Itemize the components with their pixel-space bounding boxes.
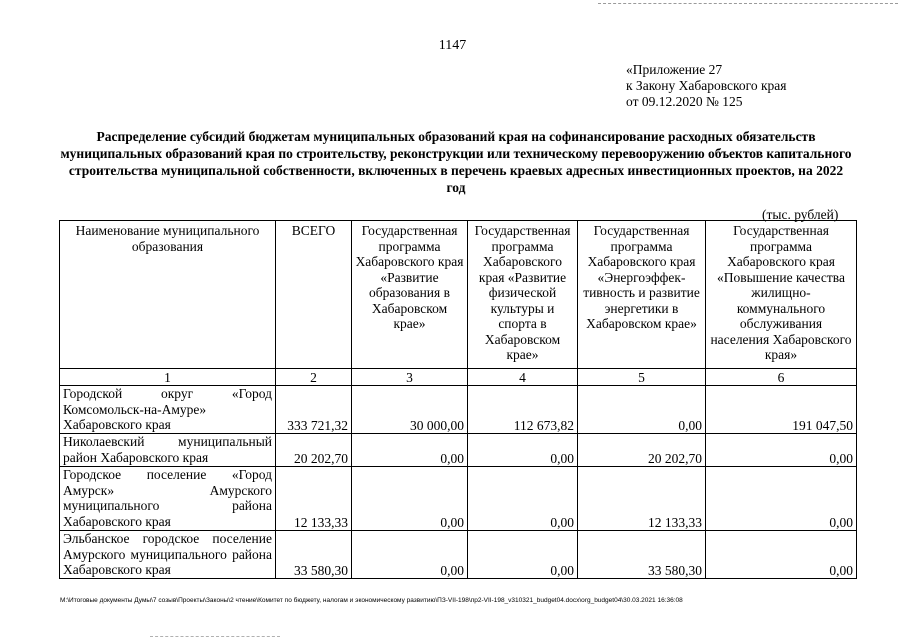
row-total: 20 202,70	[276, 434, 352, 467]
row-housing: 0,00	[706, 434, 857, 467]
appendix-block	[626, 62, 787, 110]
row-name: Эльбанское городское поселение Амурского муниципального района Хабаровского края	[60, 531, 276, 579]
row-name: Городское поселение «Город Амурск» Амурского муниципального района Хабаровского края	[60, 467, 276, 531]
header-energy-program: Государственная программа Хабаровского края «Энергоэффек-тивность и развитие энергетики в Хабаровском крае»	[578, 221, 706, 369]
row-energy: 12 133,33	[578, 467, 706, 531]
row-sport: 0,00	[468, 531, 578, 579]
row-housing: 0,00	[706, 467, 857, 531]
table-row	[60, 531, 857, 579]
row-education: 0,00	[352, 531, 468, 579]
file-path-footer: М:\Итоговые документы Думы\7 созыв\Проекты\Законы\2 чтение\Комитет по бюджету, налогам и экономическому развитию\ПЗ-VII-198\пр2-VII-198_v310321_budget04.docx\org_budget04\30.03.2021 16:36:08	[60, 597, 683, 604]
table-row	[60, 386, 857, 434]
row-housing: 191 047,50	[706, 386, 857, 434]
header-sport-program: Государственная программа Хабаровского края «Развитие физической культуры и спорта в Хабаровском крае»	[468, 221, 578, 369]
row-name: Городской округ «Город Комсомольск-на-Амуре» Хабаровского края	[60, 386, 276, 434]
row-total: 333 721,32	[276, 386, 352, 434]
document-title: Распределение субсидий бюджетам муниципальных образований края на софинансирование расходных обязательств муниципальных образований края по строительству, реконструкции или техническому перевооружению объектов капитального строительства муниципальной собственности, включенных в перечень краевых адресных инвестиционных проектов, на 2022 год	[60, 129, 852, 195]
appendix-line-2: к Закону Хабаровского края	[626, 78, 787, 93]
column-number: 3	[352, 369, 468, 386]
row-energy: 0,00	[578, 386, 706, 434]
column-number: 6	[706, 369, 857, 386]
row-sport: 0,00	[468, 434, 578, 467]
appendix-line-3: от 09.12.2020 № 125	[626, 94, 743, 109]
header-municipality: Наименование муниципального образования	[60, 221, 276, 369]
table-row	[60, 434, 857, 467]
row-sport: 0,00	[468, 467, 578, 531]
subsidy-table	[59, 220, 857, 579]
row-energy: 20 202,70	[578, 434, 706, 467]
bottom-dashed-line	[150, 636, 280, 637]
row-education: 30 000,00	[352, 386, 468, 434]
row-total: 12 133,33	[276, 467, 352, 531]
appendix-line-1: «Приложение 27	[626, 62, 723, 77]
column-number: 1	[60, 369, 276, 386]
column-number: 4	[468, 369, 578, 386]
page-number: 1147	[438, 38, 467, 53]
row-education: 0,00	[352, 467, 468, 531]
header-total: ВСЕГО	[276, 221, 352, 369]
column-number-row	[60, 369, 857, 386]
table-row	[60, 467, 857, 531]
row-education: 0,00	[352, 434, 468, 467]
row-sport: 112 673,82	[468, 386, 578, 434]
row-name: Николаевский муниципальный район Хабаровского края	[60, 434, 276, 467]
header-housing-program: Государственная программа Хабаровского края «Повышение качества жилищно-коммунального обслуживания населения Хабаровского края»	[706, 221, 857, 369]
column-number: 5	[578, 369, 706, 386]
column-number: 2	[276, 369, 352, 386]
top-dashed-line	[598, 3, 898, 4]
row-housing: 0,00	[706, 531, 857, 579]
row-energy: 33 580,30	[578, 531, 706, 579]
header-education-program: Государственная программа Хабаровского края «Развитие образования в Хабаровском крае»	[352, 221, 468, 369]
row-total: 33 580,30	[276, 531, 352, 579]
units-label: (тыс. рублей)	[762, 207, 839, 222]
table-header-row	[60, 221, 857, 369]
